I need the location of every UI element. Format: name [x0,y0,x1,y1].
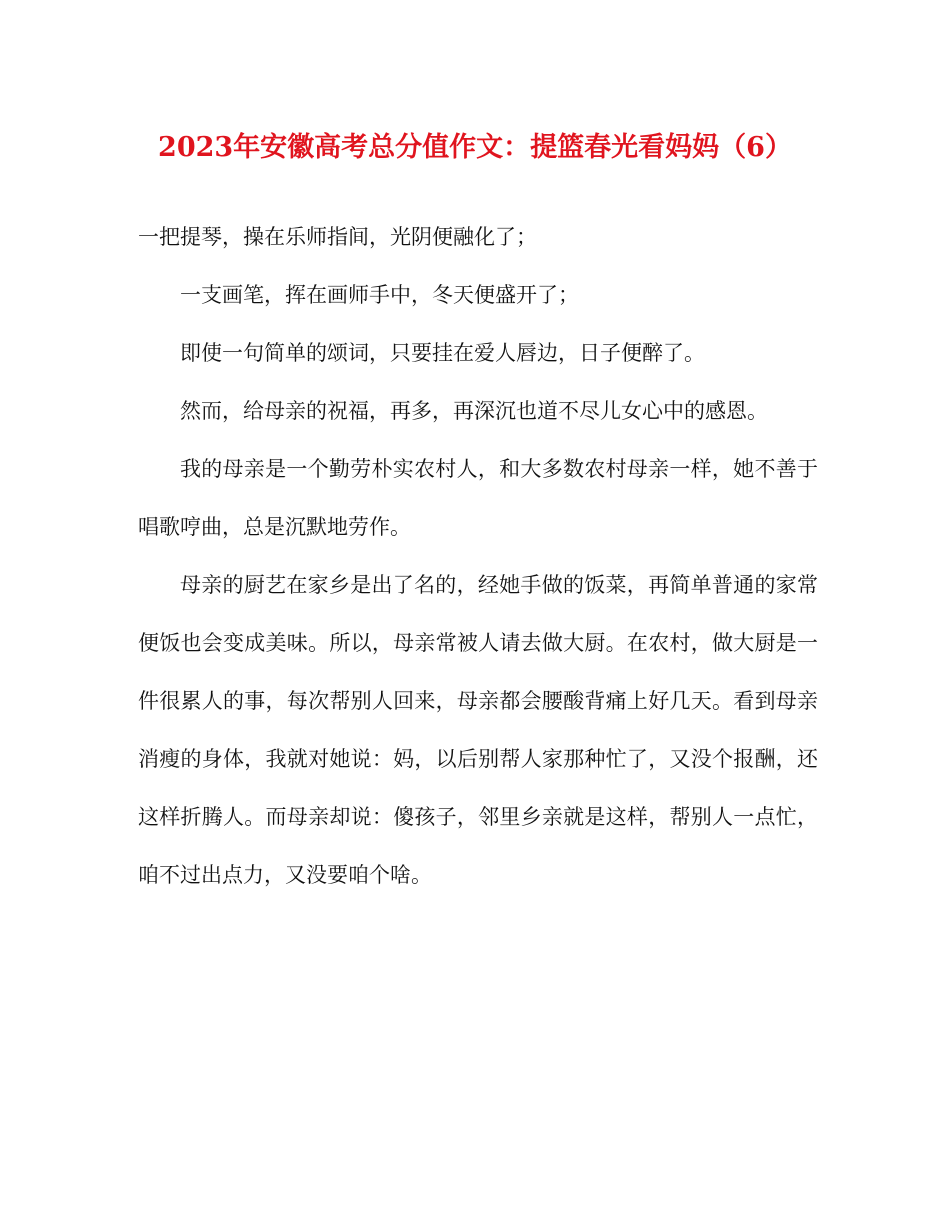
paragraph-2: 一支画笔，挥在画师手中，冬天便盛开了； [180,283,579,307]
paragraph-6: 母亲的厨艺在家乡是出了名的，经她手做的饭菜，再简单普通的家常便饭也会变成美味。所以，母亲常被人请去做大厨。在农村，做大厨是一件很累人的事，每次帮别人回来，母亲都会腰酸背痛上好几天。看到母亲消瘦的身体，我就对她说：妈，以后别帮人家那种忙了，又没个报酬，还这样折腾人。而母亲却说：傻孩子，邻里乡亲就是这样，帮别人一点忙，咱不过出点力，又没要咱个啥。 [138,573,818,887]
document-title: 2023年安徽高考总分值作文：提篮春光看妈妈（6） [158,132,792,163]
paragraph-5: 我的母亲是一个勤劳朴实农村人，和大多数农村母亲一样，她不善于唱歌哼曲，总是沉默地劳作。 [138,457,818,539]
document-body [138,208,818,904]
paragraph-3: 即使一句简单的颂词，只要挂在爱人唇边，日子便醉了。 [180,341,705,365]
paragraph-4: 然而，给母亲的祝福，再多，再深沉也道不尽儿女心中的感恩。 [180,399,768,423]
paragraph-1: 一把提琴，操在乐师指间，光阴便融化了； [138,225,537,249]
